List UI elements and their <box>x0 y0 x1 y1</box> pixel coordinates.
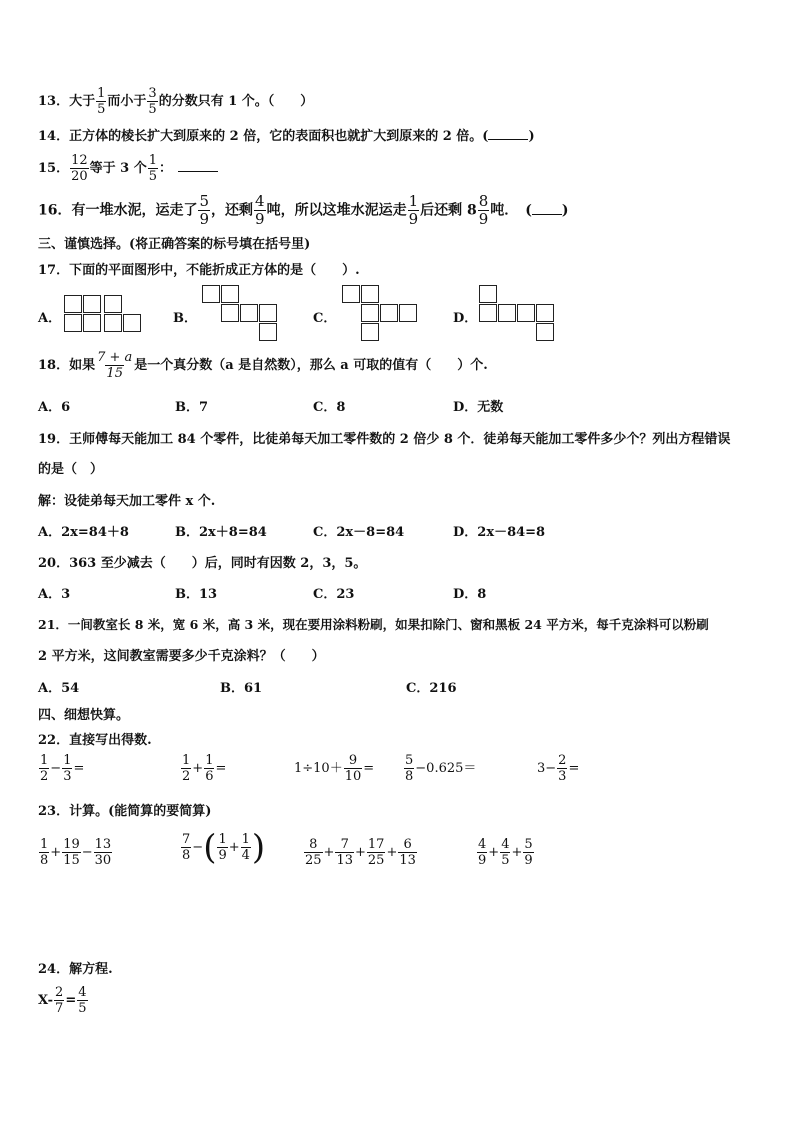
operator: + <box>355 845 366 860</box>
operator: − <box>81 845 93 860</box>
fraction <box>39 837 49 868</box>
fraction <box>217 832 227 863</box>
q-text: ) <box>561 202 569 219</box>
question-14 <box>38 125 535 144</box>
q-text: 大于 <box>69 94 96 109</box>
equals: = <box>363 761 375 776</box>
fraction <box>254 193 266 228</box>
numerator: 12 <box>71 153 88 168</box>
net-square <box>479 304 497 322</box>
option-b[interactable]: B．2x＋8=84 <box>175 525 267 540</box>
q-text: 如果 <box>69 358 96 373</box>
numerator: 1 <box>408 192 419 210</box>
option-c[interactable]: C．8 <box>313 400 346 415</box>
denominator: 5 <box>97 102 106 117</box>
q-number: 15． <box>38 161 70 176</box>
answer-blank[interactable] <box>532 214 562 215</box>
denominator: 8 <box>405 769 414 784</box>
option-a[interactable]: A．2x=84＋8 <box>38 525 129 540</box>
numerator: 8 <box>478 192 489 210</box>
denominator: 8 <box>182 848 191 863</box>
denominator: 3 <box>63 769 72 784</box>
calc-expression-2 <box>180 827 266 868</box>
question-18 <box>38 350 488 381</box>
expression-text: 3− <box>537 761 557 776</box>
operator: + <box>228 840 240 855</box>
numerator: 4 <box>478 837 487 852</box>
fraction <box>181 832 191 863</box>
operator: + <box>50 845 62 860</box>
q-text: 是一个真分数（a 是自然数），那么 a 可取的值有（ ）个. <box>134 358 488 373</box>
denominator: 15 <box>63 853 80 868</box>
net-square <box>498 304 516 322</box>
option-b[interactable]: B．61 <box>220 681 263 696</box>
fraction <box>344 753 363 784</box>
q-text: ，还剩 <box>211 202 254 219</box>
fraction <box>54 985 64 1016</box>
fraction <box>557 753 567 784</box>
denominator: 9 <box>199 210 210 228</box>
net-square <box>123 314 141 332</box>
denominator: 8 <box>40 853 49 868</box>
option-d[interactable]: D．无数 <box>453 400 504 415</box>
numerator: 1 <box>182 753 191 768</box>
fraction <box>39 753 49 784</box>
net-square <box>221 285 239 303</box>
numerator: 19 <box>63 837 80 852</box>
fraction <box>204 753 214 784</box>
denominator: 5 <box>78 1001 87 1016</box>
numerator: 1 <box>241 832 250 847</box>
denominator: 9 <box>255 210 265 228</box>
denominator: 9 <box>478 853 487 868</box>
question-23: 23．计算。(能简算的要简算) <box>38 804 212 819</box>
equation <box>38 985 89 1016</box>
net-square <box>259 323 277 341</box>
question-21-line2: 2 平方米，这间教室需要多少千克涂料？（ ） <box>38 649 325 664</box>
option-a[interactable]: A．3 <box>38 587 71 602</box>
option-b[interactable]: B．7 <box>175 400 209 415</box>
question-19-solution: 解：设徒弟每天加工零件 x 个. <box>38 494 216 509</box>
net-square <box>104 295 122 313</box>
fraction <box>148 153 158 184</box>
numerator: 8 <box>309 837 318 852</box>
denominator: 4 <box>241 848 250 863</box>
option-a[interactable]: A．6 <box>38 400 71 415</box>
option-c[interactable]: C．216 <box>406 681 457 696</box>
denominator: 9 <box>478 210 489 228</box>
net-square <box>202 285 220 303</box>
answer-blank[interactable] <box>178 171 218 172</box>
net-square <box>536 323 554 341</box>
option-c[interactable]: C．23 <box>313 587 355 602</box>
fraction <box>523 837 533 868</box>
net-square <box>517 304 535 322</box>
denominator: 9 <box>408 210 419 228</box>
fraction <box>147 86 157 117</box>
net-square <box>399 304 417 322</box>
net-square <box>64 295 82 313</box>
denominator: 9 <box>218 848 227 863</box>
right-paren: ) <box>251 827 266 868</box>
net-square <box>64 314 82 332</box>
fraction <box>77 985 87 1016</box>
denominator: 10 <box>344 769 362 784</box>
equals: = <box>73 761 85 776</box>
question-17: 17．下面的平面图形中，不能折成正方体的是（ ）. <box>38 263 360 278</box>
mental-calc-3 <box>294 753 374 784</box>
denominator: 13 <box>336 853 353 868</box>
option-d-label[interactable]: D． <box>453 311 478 326</box>
numerator: 13 <box>94 837 112 852</box>
numerator: 2 <box>55 985 64 1000</box>
denominator: 6 <box>205 769 214 784</box>
fraction <box>96 86 106 117</box>
fraction <box>62 753 72 784</box>
operator: + <box>192 761 204 776</box>
fraction <box>62 837 81 868</box>
q-text: 的分数只有 1 个。（ ） <box>158 94 314 109</box>
fraction <box>478 193 490 228</box>
numerator: 1 <box>205 753 214 768</box>
numerator: 7 + a <box>97 350 133 365</box>
question-16 <box>38 193 569 228</box>
fraction <box>408 193 420 228</box>
numerator: 7 <box>182 832 191 847</box>
q-text: ) <box>528 129 535 144</box>
fraction <box>94 837 113 868</box>
q-text: 吨． ( <box>490 202 532 219</box>
denominator: 7 <box>55 1001 64 1016</box>
fraction <box>335 837 354 868</box>
option-b-label[interactable]: B． <box>173 311 197 326</box>
net-square <box>83 314 101 332</box>
fraction <box>367 837 386 868</box>
operator: + <box>488 845 500 860</box>
equals: = <box>65 993 77 1008</box>
fraction <box>241 832 251 863</box>
operator: + <box>323 845 335 860</box>
question-24: 24．解方程. <box>38 962 113 977</box>
variable-text: X- <box>38 993 54 1008</box>
operator: + <box>386 845 398 860</box>
question-19-line1: 19．王师傅每天能加工 84 个零件，比徒弟每天加工零件数的 2 倍少 8 个．徒弟每天能加工零件多少个？列出方程错误 <box>38 432 731 447</box>
question-19-line2: 的是（ ） <box>38 462 104 477</box>
calc-expression-4 <box>476 837 535 868</box>
numerator: 1 <box>97 86 106 101</box>
denominator: 25 <box>305 853 322 868</box>
option-c[interactable]: C．2x－8=84 <box>313 525 405 540</box>
fraction <box>96 350 133 381</box>
numerator: 1 <box>63 753 72 768</box>
left-paren: ( <box>203 827 217 868</box>
denominator: 5 <box>501 853 510 868</box>
denominator: 30 <box>94 853 112 868</box>
net-square <box>361 323 379 341</box>
fraction <box>70 153 89 184</box>
denominator: 2 <box>40 769 49 784</box>
numerator: 7 <box>340 837 349 852</box>
denominator: 5 <box>148 169 158 184</box>
denominator: 13 <box>399 853 416 868</box>
expression-text: 1÷10＋ <box>294 761 343 776</box>
fraction <box>398 837 417 868</box>
q-number: 13． <box>38 94 70 109</box>
section-4-title: 四、细想快算。 <box>38 708 130 723</box>
net-square <box>83 295 101 313</box>
question-22: 22．直接写出得数. <box>38 733 152 748</box>
mental-calc-2 <box>180 753 226 784</box>
calc-expression-3 <box>303 837 418 868</box>
denominator: 9 <box>524 853 533 868</box>
fraction <box>500 837 510 868</box>
denominator: 25 <box>367 853 385 868</box>
section-3-title: 三、谨慎选择。(将正确答案的标号填在括号里) <box>38 237 311 252</box>
q-text: ： <box>159 161 173 176</box>
q-text: 有一堆水泥，运走了 <box>71 202 198 219</box>
mental-calc-1 <box>38 753 84 784</box>
question-20: 20．363 至少减去（ ）后，同时有因数 2，3，5。 <box>38 556 367 571</box>
calc-expression-1 <box>38 837 113 868</box>
option-d[interactable]: D．2x－84=8 <box>453 525 546 540</box>
option-a[interactable]: A．54 <box>38 681 80 696</box>
net-square <box>380 304 398 322</box>
net-square <box>479 285 497 303</box>
numerator: 5 <box>199 192 210 210</box>
net-square <box>361 285 379 303</box>
denominator: 3 <box>558 769 567 784</box>
fraction <box>198 193 210 228</box>
numerator: 4 <box>501 837 510 852</box>
numerator: 1 <box>148 153 158 168</box>
q-text: 等于 3 个 <box>89 161 147 176</box>
fraction <box>404 753 414 784</box>
option-a-label[interactable]: A． <box>38 311 62 326</box>
numerator: 6 <box>403 837 412 852</box>
denominator: 15 <box>106 366 123 381</box>
mental-calc-4 <box>403 753 476 784</box>
q-text: 而小于 <box>107 94 147 109</box>
option-c-label[interactable]: C． <box>313 311 337 326</box>
numerator: 5 <box>405 753 414 768</box>
fraction <box>181 753 191 784</box>
net-square <box>240 304 258 322</box>
denominator: 2 <box>182 769 191 784</box>
fraction <box>477 837 487 868</box>
answer-blank[interactable] <box>488 139 528 140</box>
question-13 <box>38 86 313 117</box>
numerator: 4 <box>78 985 87 1000</box>
q-text: 14．正方体的棱长扩大到原来的 2 倍，它的表面积也就扩大到原来的 2 倍。( <box>38 129 489 144</box>
question-21-line1: 21．一间教室长 8 米，宽 6 米，高 3 米，现在要用涂料粉刷，如果扣除门、窗和黑板 24 平方米，每千克涂料可以粉刷 <box>38 617 709 632</box>
fraction <box>304 837 323 868</box>
numerator: 17 <box>367 837 385 852</box>
mental-calc-5 <box>537 753 579 784</box>
net-square <box>361 304 379 322</box>
numerator: 4 <box>255 192 265 210</box>
q-number: 18． <box>38 358 70 373</box>
option-d[interactable]: D．8 <box>453 587 487 602</box>
operator: − <box>192 840 204 855</box>
net-square <box>221 304 239 322</box>
denominator: 20 <box>71 169 88 184</box>
numerator: 2 <box>558 753 567 768</box>
equals: = <box>215 761 227 776</box>
q-number: 16． <box>38 202 72 219</box>
equals: = <box>568 761 580 776</box>
net-square <box>259 304 277 322</box>
operator: − <box>50 761 62 776</box>
q-text: 后还剩 8 <box>420 202 477 219</box>
numerator: 1 <box>40 837 49 852</box>
question-15 <box>38 153 218 184</box>
numerator: 3 <box>148 86 157 101</box>
expression-text: −0.625＝ <box>415 761 477 776</box>
net-square <box>342 285 360 303</box>
operator: + <box>511 845 523 860</box>
numerator: 5 <box>524 837 533 852</box>
numerator: 9 <box>348 753 358 768</box>
numerator: 1 <box>218 832 227 847</box>
denominator: 5 <box>148 102 157 117</box>
numerator: 1 <box>40 753 49 768</box>
net-square <box>104 314 122 332</box>
net-square <box>536 304 554 322</box>
option-b[interactable]: B．13 <box>175 587 218 602</box>
q-text: 吨，所以这堆水泥运走 <box>266 202 407 219</box>
